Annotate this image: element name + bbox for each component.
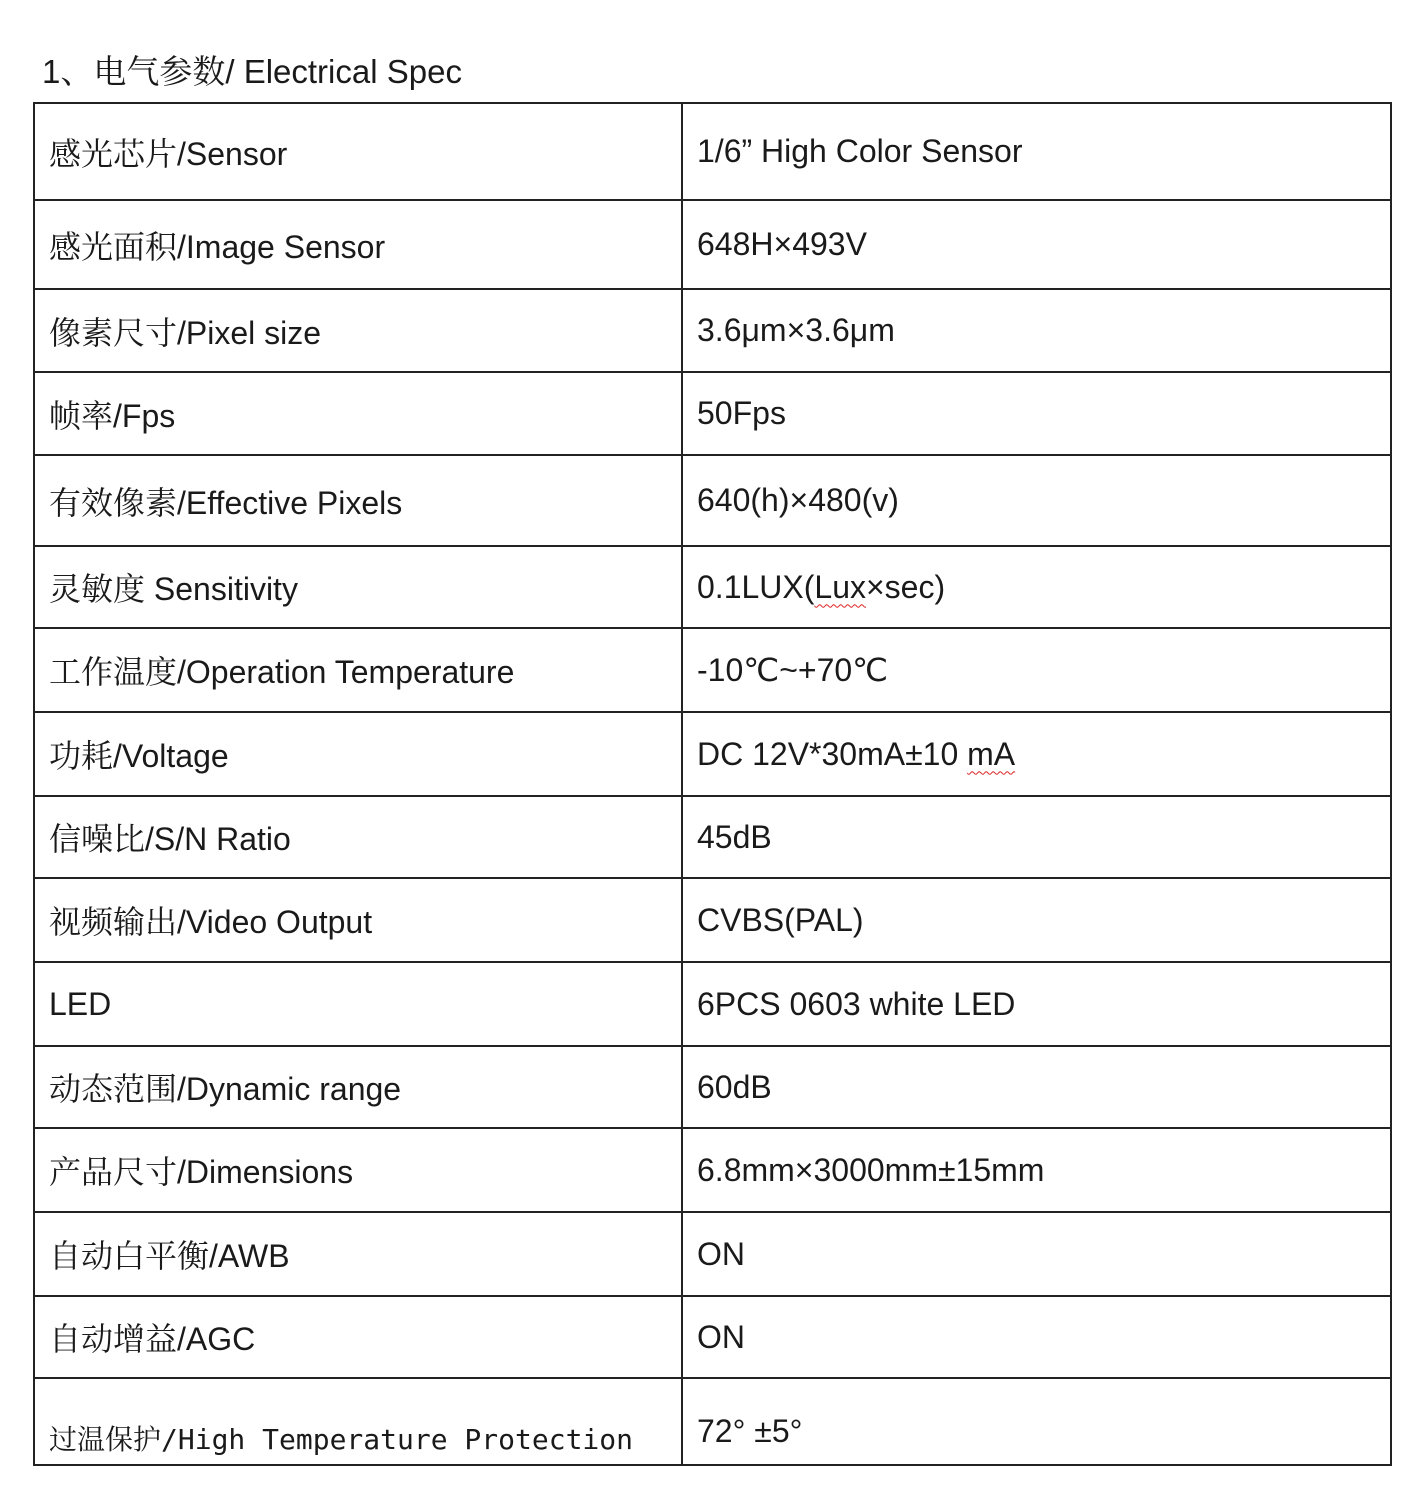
param-cell: 帧率/Fps	[34, 372, 682, 455]
value-cell	[682, 546, 1391, 628]
table-row	[34, 1212, 1391, 1296]
value-cell: 3.6μm×3.6μm	[682, 289, 1391, 372]
param-cell: 感光芯片/Sensor	[34, 103, 682, 200]
value-cell: 50Fps	[682, 372, 1391, 455]
value-cell: 72° ±5°	[682, 1378, 1391, 1465]
param-cell: 有效像素/Effective Pixels	[34, 455, 682, 546]
value-cell: 648H×493V	[682, 200, 1391, 289]
table-row	[34, 372, 1391, 455]
electrical-spec-table	[33, 102, 1392, 1466]
document-title: 1、电气参数/ Electrical Spec	[42, 53, 462, 90]
value-cell: ON	[682, 1212, 1391, 1296]
value-cell: CVBS(PAL)	[682, 878, 1391, 962]
param-cell: LED	[34, 962, 682, 1046]
table-row	[34, 878, 1391, 962]
param-cell: 产品尺寸/Dimensions	[34, 1128, 682, 1212]
value-text: 0.1LUX(	[697, 568, 815, 605]
table-row	[34, 628, 1391, 712]
table-row	[34, 712, 1391, 796]
table-row	[34, 455, 1391, 546]
table-row	[34, 289, 1391, 372]
param-cell: 视频输出/Video Output	[34, 878, 682, 962]
param-cell: 感光面积/Image Sensor	[34, 200, 682, 289]
param-cell: 动态范围/Dynamic range	[34, 1046, 682, 1128]
param-cell: 工作温度/Operation Temperature	[34, 628, 682, 712]
param-cell: 自动增益/AGC	[34, 1296, 682, 1378]
table-row	[34, 1296, 1391, 1378]
table-row	[34, 1378, 1391, 1465]
param-cell: 信噪比/S/N Ratio	[34, 796, 682, 878]
spellcheck-underlined-text: Lux	[814, 568, 866, 605]
table-row	[34, 962, 1391, 1046]
param-cell: 过温保护/High Temperature Protection	[34, 1378, 682, 1465]
param-cell: 灵敏度 Sensitivity	[34, 546, 682, 628]
spellcheck-underlined-text: mA	[967, 735, 1016, 772]
value-cell: 1/6” High Color Sensor	[682, 103, 1391, 200]
value-cell: 6.8mm×3000mm±15mm	[682, 1128, 1391, 1212]
table-row	[34, 1128, 1391, 1212]
table-row	[34, 546, 1391, 628]
value-cell: 45dB	[682, 796, 1391, 878]
param-cell: 像素尺寸/Pixel size	[34, 289, 682, 372]
value-cell: -10℃~+70℃	[682, 628, 1391, 712]
value-cell: ON	[682, 1296, 1391, 1378]
value-text: ×sec)	[865, 568, 946, 605]
table-row	[34, 1046, 1391, 1128]
param-cell: 功耗/Voltage	[34, 712, 682, 796]
value-text: DC 12V*30mA±10	[697, 735, 968, 772]
table-row	[34, 796, 1391, 878]
value-cell: 640(h)×480(v)	[682, 455, 1391, 546]
value-cell	[682, 712, 1391, 796]
table-row	[34, 200, 1391, 289]
value-cell: 60dB	[682, 1046, 1391, 1128]
value-cell: 6PCS 0603 white LED	[682, 962, 1391, 1046]
param-cell: 自动白平衡/AWB	[34, 1212, 682, 1296]
table-row	[34, 103, 1391, 200]
